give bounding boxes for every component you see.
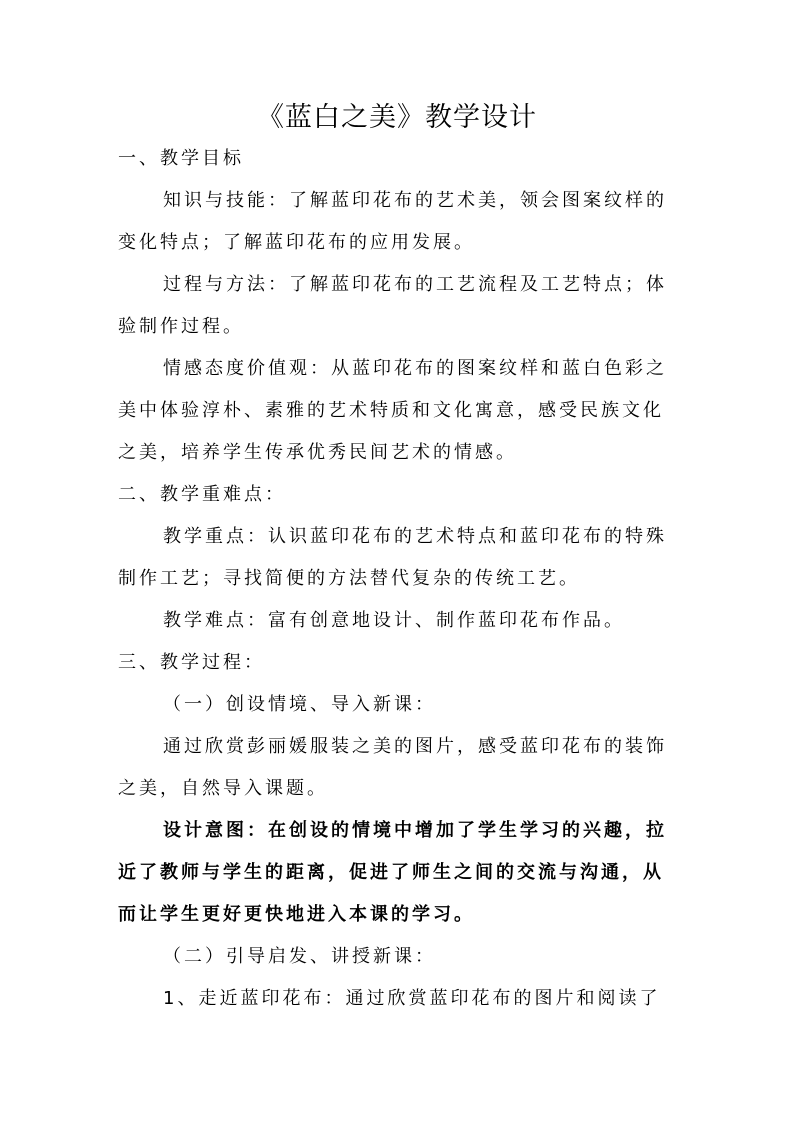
section-heading-objectives: 一、教学目标 <box>118 148 244 169</box>
paragraph-line: 变化特点；了解蓝印花布的应用发展。 <box>118 232 475 253</box>
paragraph-line: 之美，自然导入课题。 <box>118 778 328 799</box>
design-intent-line: 近了教师与学生的距离，促进了师生之间的交流与沟通，从 <box>118 862 664 883</box>
document-title: 《蓝白之美》教学设计 <box>257 102 537 133</box>
paragraph-line: 教学重点：认识蓝印花布的艺术特点和蓝印花布的特殊 <box>163 526 667 547</box>
paragraph-line: 通过欣赏彭丽媛服装之美的图片，感受蓝印花布的装饰 <box>163 736 667 757</box>
paragraph-line: 知识与技能：了解蓝印花布的艺术美，领会图案纹样的 <box>163 190 667 211</box>
paragraph-line: 验制作过程。 <box>118 316 244 337</box>
paragraph-line: 美中体验淳朴、素雅的艺术特质和文化寓意，感受民族文化 <box>118 400 664 421</box>
paragraph-line: 情感态度价值观：从蓝印花布的图案纹样和蓝白色彩之 <box>163 358 667 379</box>
design-intent-line: 设计意图：在创设的情境中增加了学生学习的兴趣，拉 <box>163 820 667 841</box>
paragraph-line: 制作工艺；寻找简便的方法替代复杂的传统工艺。 <box>118 568 580 589</box>
section-heading-key-points: 二、教学重难点： <box>118 484 286 505</box>
subsection-heading: （二）引导启发、讲授新课： <box>163 946 436 967</box>
section-heading-process: 三、教学过程： <box>118 652 265 673</box>
paragraph-line: 1、走近蓝印花布：通过欣赏蓝印花布的图片和阅读了 <box>163 988 661 1009</box>
subsection-heading: （一）创设情境、导入新课： <box>163 694 436 715</box>
design-intent-line: 而让学生更好更快地进入本课的学习。 <box>118 904 475 925</box>
paragraph-line: 教学难点：富有创意地设计、制作蓝印花布作品。 <box>163 610 625 631</box>
paragraph-line: 过程与方法：了解蓝印花布的工艺流程及工艺特点；体 <box>163 274 667 295</box>
paragraph-line: 之美，培养学生传承优秀民间艺术的情感。 <box>118 442 517 463</box>
